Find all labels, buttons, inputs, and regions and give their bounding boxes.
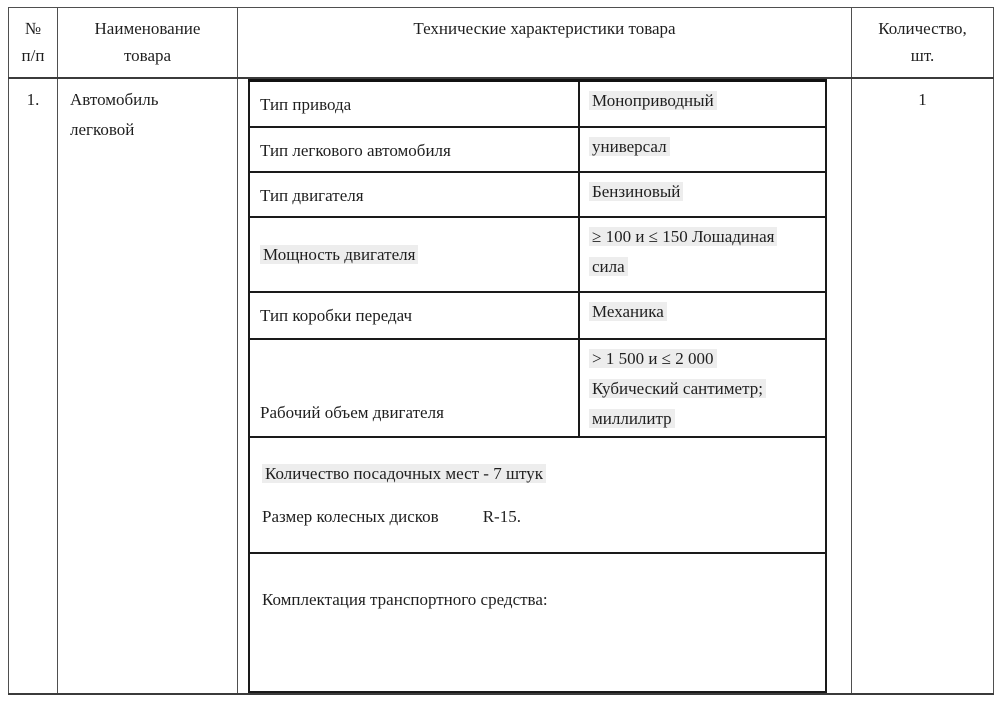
spec-value-cell bbox=[579, 339, 826, 437]
header-cell-number bbox=[9, 8, 58, 78]
goods-table-header-row bbox=[9, 8, 994, 78]
header-cell-product-name bbox=[58, 8, 238, 78]
specs-table bbox=[248, 79, 827, 694]
spec-value-line: миллилитр bbox=[589, 409, 675, 428]
equipment-line: Комплектация транспортного средства: bbox=[262, 590, 548, 609]
spec-label: Рабочий объем двигателя bbox=[260, 403, 444, 422]
spec-value-line: сила bbox=[589, 257, 628, 276]
spec-label-cell bbox=[249, 292, 579, 339]
header-number-line2: п/п bbox=[21, 46, 45, 65]
goods-table-item-row bbox=[9, 78, 994, 695]
spec-label: Тип коробки передач bbox=[260, 306, 413, 325]
goods-table bbox=[8, 7, 994, 695]
spec-value-cell bbox=[579, 80, 826, 127]
spec-value-cell bbox=[579, 172, 826, 217]
wheels-label: Размер колесных дисков bbox=[262, 507, 439, 526]
item-number-cell bbox=[9, 78, 58, 695]
spec-value: Бензиновый bbox=[589, 182, 683, 201]
spec-value-cell bbox=[579, 127, 826, 172]
header-cell-quantity bbox=[852, 8, 994, 78]
spec-value-line: ≥ 100 и ≤ 150 Лошадиная bbox=[589, 227, 777, 246]
spec-label-cell bbox=[249, 80, 579, 127]
item-number: 1. bbox=[26, 89, 40, 109]
seats-line: Количество посадочных мест - 7 штук bbox=[262, 459, 815, 489]
header-quantity-line1: Количество, bbox=[878, 19, 967, 38]
spec-label-cell bbox=[249, 217, 579, 292]
item-quantity: 1 bbox=[918, 89, 927, 109]
spec-label: Тип двигателя bbox=[260, 186, 364, 205]
equipment-cell bbox=[249, 553, 826, 692]
spec-label-cell bbox=[249, 339, 579, 437]
spec-value-cell bbox=[579, 217, 826, 292]
spec-label: Тип привода bbox=[260, 94, 352, 114]
spec-row-engine-power bbox=[249, 217, 826, 292]
spec-value-cell bbox=[579, 292, 826, 339]
header-name-line1: Наименование bbox=[94, 19, 201, 38]
header-name-line2: товара bbox=[123, 46, 172, 65]
header-number-line1: № bbox=[24, 19, 42, 38]
spec-label-cell bbox=[249, 172, 579, 217]
spec-row-engine-volume bbox=[249, 339, 826, 437]
spec-row-gearbox-type bbox=[249, 292, 826, 339]
item-name-cell bbox=[58, 78, 238, 695]
spec-row-engine-type bbox=[249, 172, 826, 217]
spec-row-seats-and-wheels bbox=[249, 437, 826, 553]
header-quantity-line2: шт. bbox=[910, 46, 935, 65]
spec-value-line: > 1 500 и ≤ 2 000 bbox=[589, 349, 717, 368]
header-cell-specs bbox=[238, 8, 852, 78]
item-name-line2: легковой bbox=[70, 119, 135, 139]
item-specs-cell bbox=[238, 78, 852, 695]
spec-value: Моноприводный bbox=[589, 91, 717, 110]
spec-label: Тип легкового автомобиля bbox=[260, 141, 451, 160]
wheels-line bbox=[262, 502, 815, 532]
item-quantity-cell bbox=[852, 78, 994, 695]
spec-row-equipment bbox=[249, 553, 826, 692]
spec-label: Мощность двигателя bbox=[260, 245, 418, 264]
wheels-value: R-15. bbox=[482, 507, 521, 526]
spec-value: универсал bbox=[589, 137, 670, 156]
spec-label-cell bbox=[249, 127, 579, 172]
spec-value-line: Кубический сантиметр; bbox=[589, 379, 766, 398]
item-name-line1: Автомобиль bbox=[70, 89, 159, 109]
spec-value: Механика bbox=[589, 302, 667, 321]
header-specs-label: Технические характеристики товара bbox=[413, 19, 676, 38]
spec-row-drive-type bbox=[249, 80, 826, 127]
seats-wheels-cell bbox=[249, 437, 826, 553]
spec-row-car-type bbox=[249, 127, 826, 172]
